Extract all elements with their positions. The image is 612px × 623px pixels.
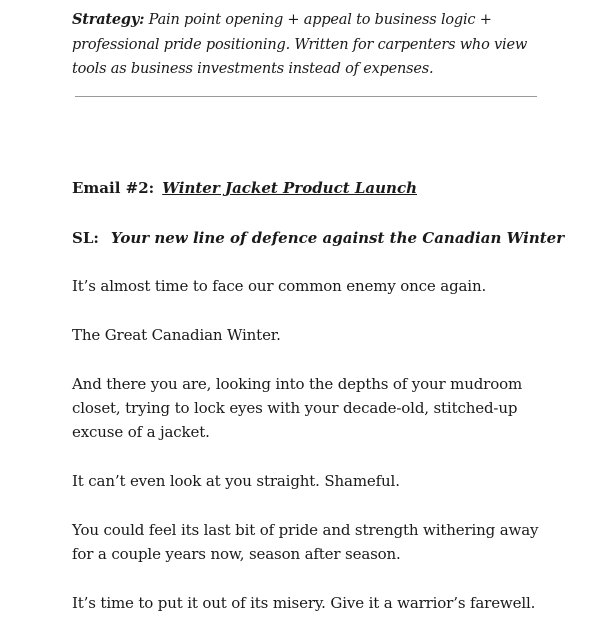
email-number-label: Email #2: (72, 179, 155, 197)
subject-line-row (72, 226, 564, 250)
email-title: Winter Jacket Product Launch (162, 179, 417, 197)
strategy-block (72, 8, 552, 82)
email-heading (72, 176, 417, 200)
strategy-label: Strategy (72, 11, 140, 28)
strategy-text: Pain point opening + appeal to business logic + professional pride positioning. Written for carpenters who view tools as business investments instead of expenses. (72, 12, 528, 77)
strategy-paragraph: Strategy: Pain point opening + appeal to business logic + professional pride positioning. Written for carpenters who view tools as business investments instead of expenses. (72, 11, 528, 77)
section-divider (75, 96, 537, 97)
body-paragraph-2: The Great Canadian Winter. (72, 326, 281, 344)
body-paragraph-4: It can’t even look at you straight. Shameful. (72, 472, 400, 490)
body-paragraph-5: You could feel its last bit of pride and strength withering away for a couple years now, season after season. (72, 521, 539, 564)
body-paragraph-3: And there you are, looking into the depths of your mudroom closet, trying to lock eyes with your decade-old, stitched-up excuse of a jacket. (72, 375, 523, 442)
subject-line-text: Your new line of defence against the Canadian Winter (110, 229, 565, 247)
subject-label: SL: (72, 229, 99, 247)
body-paragraph-6: It’s time to put it out of its misery. Give it a warrior’s farewell. (72, 594, 536, 612)
body-paragraph-1: It’s almost time to face our common enemy once again. (72, 277, 487, 295)
